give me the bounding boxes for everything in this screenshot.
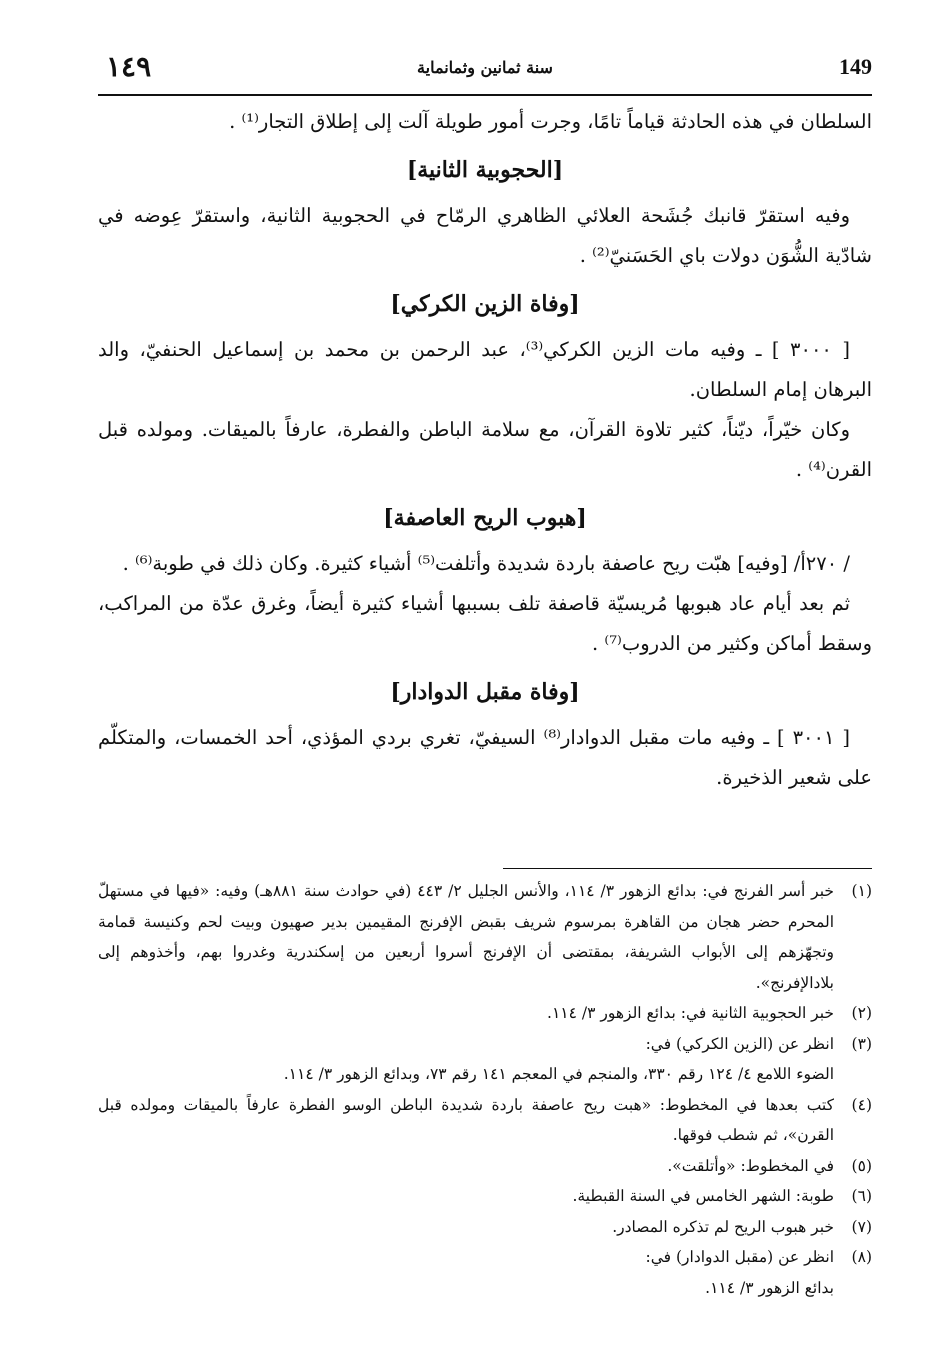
paragraph: [ ٣٠٠١ ] ـ وفيه مات مقبل الدوادار⁽⁸⁾ السيفيّ، تغري بردي المؤذي، أحد الخمسات، والمتكلّم على شعير الذخيرة. — [98, 726, 872, 789]
page-number-arabic: ١٤٩ — [106, 50, 152, 83]
footnotes — [98, 876, 872, 1303]
footnote-text: طوبة: الشهر الخامس في السنة القبطية. — [572, 1187, 834, 1205]
footnote — [98, 1212, 872, 1243]
footnote-text: خبر هبوب الريح لم تذكره المصادر. — [612, 1217, 834, 1236]
footnote-text: كتب بعدها في المخطوط: «هبت ريح عاصفة باردة شديدة الباطن الوسو الفطرة عارفاً بالميقات ومولده قبل القرن»، ثم شطب فوقها. — [98, 1095, 834, 1144]
footnote-text: الضوء اللامع ٤/ ١٢٤ رقم ٣٣٠، والمنجم في المعجم ١٤١ رقم ٧٣، وبدائع الزهور ٣/ ١١٤. — [283, 1065, 834, 1083]
footnote-text: بدائع الزهور ٣/ ١١٤. — [705, 1278, 834, 1297]
footnote-number: (٨) — [851, 1248, 872, 1266]
footnote-text: خبر أسر الفرنج في: بدائع الزهور ٣/ ١١٤، والأنس الجليل ٢/ ٤٤٣ (في حوادث سنة ٨٨١هـ) وفيه: «فيها في مستهلّ المحرم حضر هجان من القاهرة بمرسوم شريف بقبض الإفرنج المقيمين بدير صهيون وبيت لحم وكنيسة قمامة وتجهّزهم إلى الأبواب الشريفة، بمقتضى أن الإفرنج أسروا أربعين من إسكندرية وغدروا بهم، وأخذوهم إلى بلادالإفرنج». — [98, 882, 834, 992]
footnote-number: (٢) — [851, 1004, 872, 1022]
footnote-continuation — [98, 1059, 872, 1090]
footnote-text: خبر الحجوبية الثانية في: بدائع الزهور ٣/ ١١٤. — [547, 1004, 834, 1022]
paragraph: [ ٣٠٠٠ ] ـ وفيه مات الزين الكركي⁽³⁾، عبد الرحمن بن محمد بن إسماعيل الحنفيّ، والد البرهان إمام السلطان. — [98, 338, 872, 401]
footnote-number: (٤) — [851, 1095, 872, 1114]
paragraph: وكان خيّراً، ديّناً، كثير تلاوة القرآن، مع سلامة الباطن والفطرة، عارفاً بالميقات. ومولده قبل القرن⁽⁴⁾ . — [98, 418, 872, 481]
footnote — [98, 1151, 872, 1182]
paragraph: / ٢٧٠أ/ [وفيه] هبّت ريح عاصفة باردة شديدة وأتلفت⁽⁵⁾ أشياء كثيرة. وكان ذلك في طوبة⁽⁶⁾ . — [122, 552, 850, 575]
footnote-continuation — [98, 1273, 872, 1304]
section-heading: [وفاة الزين الكركي] — [390, 291, 580, 317]
section-heading: [الحجوبية الثانية] — [406, 157, 564, 183]
section-heading: [وفاة مقبل الدوادار] — [390, 679, 580, 705]
footnote-separator — [503, 868, 872, 869]
footnote-text: انظر عن (مقبل الدوادار) في: — [645, 1248, 834, 1266]
footnote — [98, 876, 872, 998]
footnote-number: (٥) — [851, 1156, 872, 1175]
section-heading: [هبوب الريح العاصفة] — [383, 505, 587, 531]
footnote-number: (٧) — [851, 1217, 872, 1236]
page-number-latin: 149 — [839, 54, 872, 79]
page-header — [98, 50, 872, 94]
main-text — [98, 102, 872, 798]
paragraph: وفيه استقرّ قانبك جُشَحة العلائي الظاهري الرمّاح في الحجوبية الثانية، واستقرّ عِوضه في شادّية الشُّوَن دولات باي الحَسَنيّ⁽²⁾ . — [98, 204, 872, 267]
footnote — [98, 1029, 872, 1060]
paragraph: ثم بعد أيام عاد هبوبها مُريسيّة قاصفة تلف بسببها أشياء كثيرة أيضاً، وغرق عدّة من المراكب، وسقط أماكن وكثير من الدروب⁽⁷⁾ . — [98, 592, 872, 655]
footnote — [98, 1181, 872, 1212]
paragraph: السلطان في هذه الحادثة قياماً تامًا، وجرت أمور طويلة آلت إلى إطلاق التجار⁽¹⁾ . — [229, 110, 872, 133]
footnote-text: انظر عن (الزين الكركي) في: — [645, 1034, 834, 1053]
footnote-number: (٦) — [851, 1187, 872, 1205]
footnote-number: (٣) — [851, 1034, 872, 1053]
footnote-number: (١) — [851, 882, 872, 900]
footnote — [98, 1090, 872, 1151]
header-rule — [98, 94, 872, 96]
running-title: سنة ثمانين وثمانماية — [417, 58, 553, 77]
footnote — [98, 998, 872, 1029]
footnote-text: في المخطوط: «وأتلقت». — [667, 1156, 834, 1175]
footnote — [98, 1242, 872, 1273]
